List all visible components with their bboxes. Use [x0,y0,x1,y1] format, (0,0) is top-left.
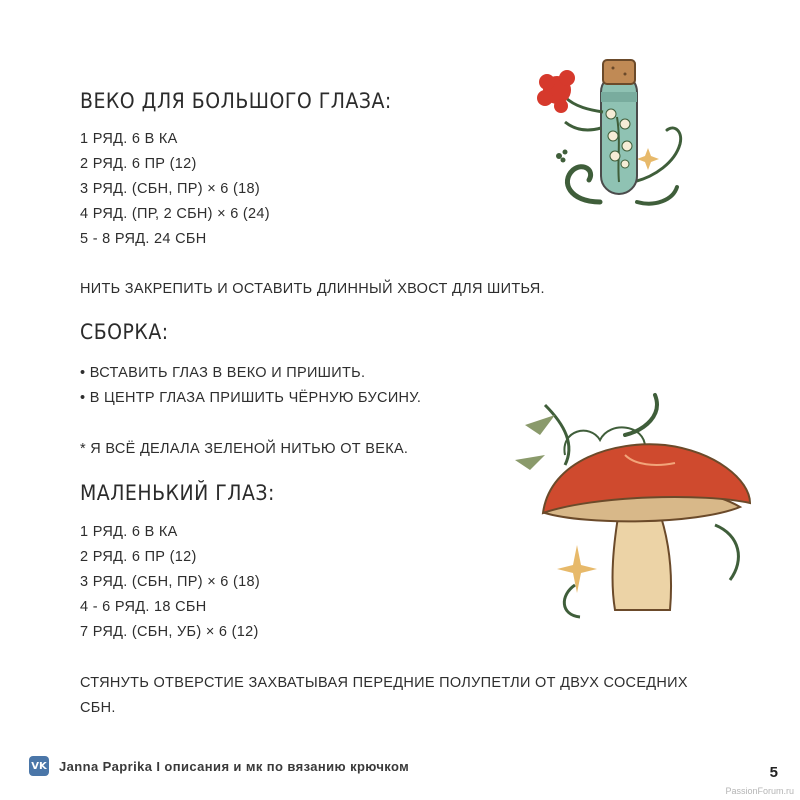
list-item: 3 РЯД. (СБН, ПР) × 6 (18) [80,181,260,197]
list-item: 1 РЯД. 6 В КА [80,131,178,147]
list-item: 7 РЯД. (СБН, УБ) × 6 (12) [80,624,259,640]
row-list-big-eyelid [80,127,270,252]
watermark: PassionForum.ru [725,786,794,796]
footer-author-text: Janna Paprika I описания и мк по вязанию крючком [59,758,410,774]
section-heading-big-eyelid: ВЕКО ДЛЯ БОЛЬШОГО ГЛАЗА: [80,89,392,113]
footer-attribution [29,755,409,777]
list-item: 1 РЯД. 6 В КА [80,524,178,540]
list-item: 2 РЯД. 6 ПР (12) [80,156,197,172]
mushroom-illustration [505,385,760,625]
vk-logo-icon[interactable]: VK [29,756,49,776]
list-item: 5 - 8 РЯД. 24 СБН [80,231,207,247]
note-close-opening: СТЯНУТЬ ОТВЕРСТИЕ ЗАХВАТЫВАЯ ПЕРЕДНИЕ ПОЛУПЕТЛИ ОТ ДВУХ СОСЕДНИХ СБН. [80,675,688,716]
list-item: • В ЦЕНТР ГЛАЗА ПРИШИТЬ ЧЁРНУЮ БУСИНУ. [80,390,422,406]
flower-vial-illustration [525,52,695,222]
note-fasten-thread: НИТЬ ЗАКРЕПИТЬ И ОСТАВИТЬ ДЛИННЫЙ ХВОСТ ДЛЯ ШИТЬЯ. [80,281,545,297]
section-heading-small-eye: МАЛЕНЬКИЙ ГЛАЗ: [80,481,275,505]
page-number: 5 [769,764,778,781]
list-item: 4 - 6 РЯД. 18 СБН [80,599,207,615]
list-item: 3 РЯД. (СБН, ПР) × 6 (18) [80,574,260,590]
row-list-small-eye [80,520,260,645]
list-item: 2 РЯД. 6 ПР (12) [80,549,197,565]
list-item: 4 РЯД. (ПР, 2 СБН) × 6 (24) [80,206,270,222]
section-heading-assembly: СБОРКА: [80,320,169,344]
assembly-list [80,361,421,411]
list-item: • ВСТАВИТЬ ГЛАЗ В ВЕКО И ПРИШИТЬ. [80,365,366,381]
note-green-thread: * Я ВСЁ ДЕЛАЛА ЗЕЛЕНОЙ НИТЬЮ ОТ ВЕКА. [80,441,409,457]
